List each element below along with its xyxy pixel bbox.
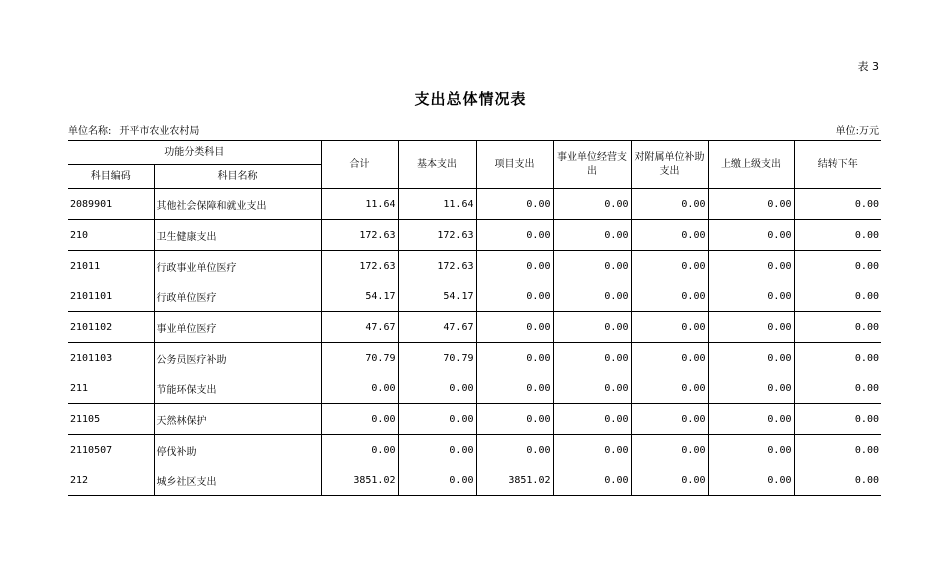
row-name: 行政事业单位医疗 — [154, 251, 321, 282]
row-carry: 0.00 — [794, 251, 881, 282]
row-basic: 0.00 — [398, 465, 476, 496]
row-upper: 0.00 — [708, 404, 794, 435]
table-row — [68, 220, 881, 251]
header-carry: 结转下年 — [794, 141, 881, 189]
row-name: 天然林保护 — [154, 404, 321, 435]
row-carry: 0.00 — [794, 465, 881, 496]
row-basic: 70.79 — [398, 343, 476, 374]
row-subsidy: 0.00 — [631, 435, 708, 466]
row-code: 21105 — [68, 404, 154, 435]
row-code: 2110507 — [68, 435, 154, 466]
row-code: 2089901 — [68, 189, 154, 220]
table-row — [68, 343, 881, 374]
row-total: 47.67 — [321, 312, 398, 343]
row-business: 0.00 — [553, 343, 631, 374]
row-total: 70.79 — [321, 343, 398, 374]
row-carry: 0.00 — [794, 373, 881, 404]
row-subsidy: 0.00 — [631, 404, 708, 435]
row-code: 2101102 — [68, 312, 154, 343]
row-upper: 0.00 — [708, 373, 794, 404]
unit-name — [68, 122, 199, 137]
row-carry: 0.00 — [854, 290, 879, 302]
row-subsidy: 0.00 — [631, 465, 708, 496]
row-project: 0.00 — [476, 435, 553, 466]
unit-name-label: 单位名称: — [68, 126, 112, 137]
header-name: 科目名称 — [154, 165, 321, 189]
row-total: 11.64 — [321, 189, 398, 220]
row-project: 0.00 — [476, 220, 553, 251]
table-row — [68, 465, 881, 496]
row-business: 0.00 — [553, 465, 631, 496]
row-project: 0.00 — [476, 373, 553, 404]
row-carry: 0.00 — [854, 352, 879, 364]
table-row — [68, 435, 881, 466]
row-basic: 0.00 — [398, 435, 476, 466]
row-upper: 0.00 — [708, 312, 794, 343]
row-carry: 0.00 — [854, 229, 879, 241]
header-business: 事业单位经营支出 — [553, 141, 631, 189]
row-basic: 11.64 — [398, 189, 476, 220]
header-basic: 基本支出 — [398, 141, 476, 189]
row-business: 0.00 — [553, 312, 631, 343]
row-code: 2101103 — [68, 343, 154, 374]
row-upper: 0.00 — [708, 220, 794, 251]
row-name: 行政单位医疗 — [154, 281, 321, 312]
row-name: 公务员医疗补助 — [154, 343, 321, 374]
expenditure-table — [68, 140, 881, 496]
row-total: 0.00 — [321, 373, 398, 404]
row-basic: 54.17 — [398, 281, 476, 312]
row-project: 0.00 — [476, 189, 553, 220]
row-code: 212 — [68, 465, 154, 496]
row-name: 事业单位医疗 — [154, 312, 321, 343]
row-business: 0.00 — [553, 220, 631, 251]
row-total: 0.00 — [321, 404, 398, 435]
row-business: 0.00 — [553, 435, 631, 466]
row-upper: 0.00 — [708, 343, 794, 374]
row-basic: 0.00 — [398, 373, 476, 404]
header-code: 科目编码 — [68, 165, 154, 189]
row-business: 0.00 — [553, 373, 631, 404]
table-row — [68, 312, 881, 343]
row-business: 0.00 — [553, 251, 631, 282]
row-total: 0.00 — [321, 435, 398, 466]
row-project: 3851.02 — [476, 465, 553, 496]
row-project: 0.00 — [476, 343, 553, 374]
row-subsidy: 0.00 — [631, 251, 708, 282]
row-project: 0.00 — [476, 312, 553, 343]
header-project: 项目支出 — [476, 141, 553, 189]
row-carry: 0.00 — [794, 189, 881, 220]
row-total: 172.63 — [321, 220, 398, 251]
table-row — [68, 373, 881, 404]
row-name: 卫生健康支出 — [154, 220, 321, 251]
row-name: 停伐补助 — [154, 435, 321, 466]
row-total: 3851.02 — [321, 465, 398, 496]
row-name: 节能环保支出 — [154, 373, 321, 404]
row-basic: 172.63 — [398, 220, 476, 251]
row-project: 0.00 — [476, 404, 553, 435]
row-business: 0.00 — [553, 404, 631, 435]
row-business: 0.00 — [553, 281, 631, 312]
row-subsidy: 0.00 — [631, 281, 708, 312]
row-subsidy: 0.00 — [631, 312, 708, 343]
row-basic: 47.67 — [398, 312, 476, 343]
row-upper: 0.00 — [708, 281, 794, 312]
page-title: 支出总体情况表 — [414, 90, 527, 108]
row-code: 2101101 — [68, 281, 154, 312]
currency-unit: 单位:万元 — [835, 126, 879, 137]
row-carry: 0.00 — [794, 312, 881, 343]
table-row — [68, 251, 881, 282]
row-basic: 172.63 — [398, 251, 476, 282]
table-row — [68, 189, 881, 220]
header-subsidy: 对附属单位补助支出 — [631, 141, 708, 189]
row-subsidy: 0.00 — [631, 343, 708, 374]
row-code: 211 — [68, 373, 154, 404]
table-row — [68, 404, 881, 435]
row-basic: 0.00 — [398, 404, 476, 435]
row-upper: 0.00 — [708, 251, 794, 282]
header-function-group: 功能分类科目 — [68, 141, 321, 165]
row-subsidy: 0.00 — [631, 189, 708, 220]
row-name: 城乡社区支出 — [154, 465, 321, 496]
header-total: 合计 — [321, 141, 398, 189]
row-code: 21011 — [68, 251, 154, 282]
row-project: 0.00 — [476, 281, 553, 312]
row-carry: 0.00 — [854, 444, 879, 456]
row-code: 210 — [68, 220, 154, 251]
row-upper: 0.00 — [708, 435, 794, 466]
header-upper: 上缴上级支出 — [708, 141, 794, 189]
row-total: 172.63 — [321, 251, 398, 282]
row-upper: 0.00 — [708, 465, 794, 496]
row-project: 0.00 — [476, 251, 553, 282]
table-number: 表 3 — [857, 60, 879, 73]
row-carry: 0.00 — [794, 404, 881, 435]
unit-name-value: 开平市农业农村局 — [119, 126, 200, 137]
table-row — [68, 281, 881, 312]
row-subsidy: 0.00 — [631, 373, 708, 404]
row-name: 其他社会保障和就业支出 — [154, 189, 321, 220]
row-business: 0.00 — [553, 189, 631, 220]
row-subsidy: 0.00 — [631, 220, 708, 251]
row-total: 54.17 — [321, 281, 398, 312]
row-upper: 0.00 — [708, 189, 794, 220]
